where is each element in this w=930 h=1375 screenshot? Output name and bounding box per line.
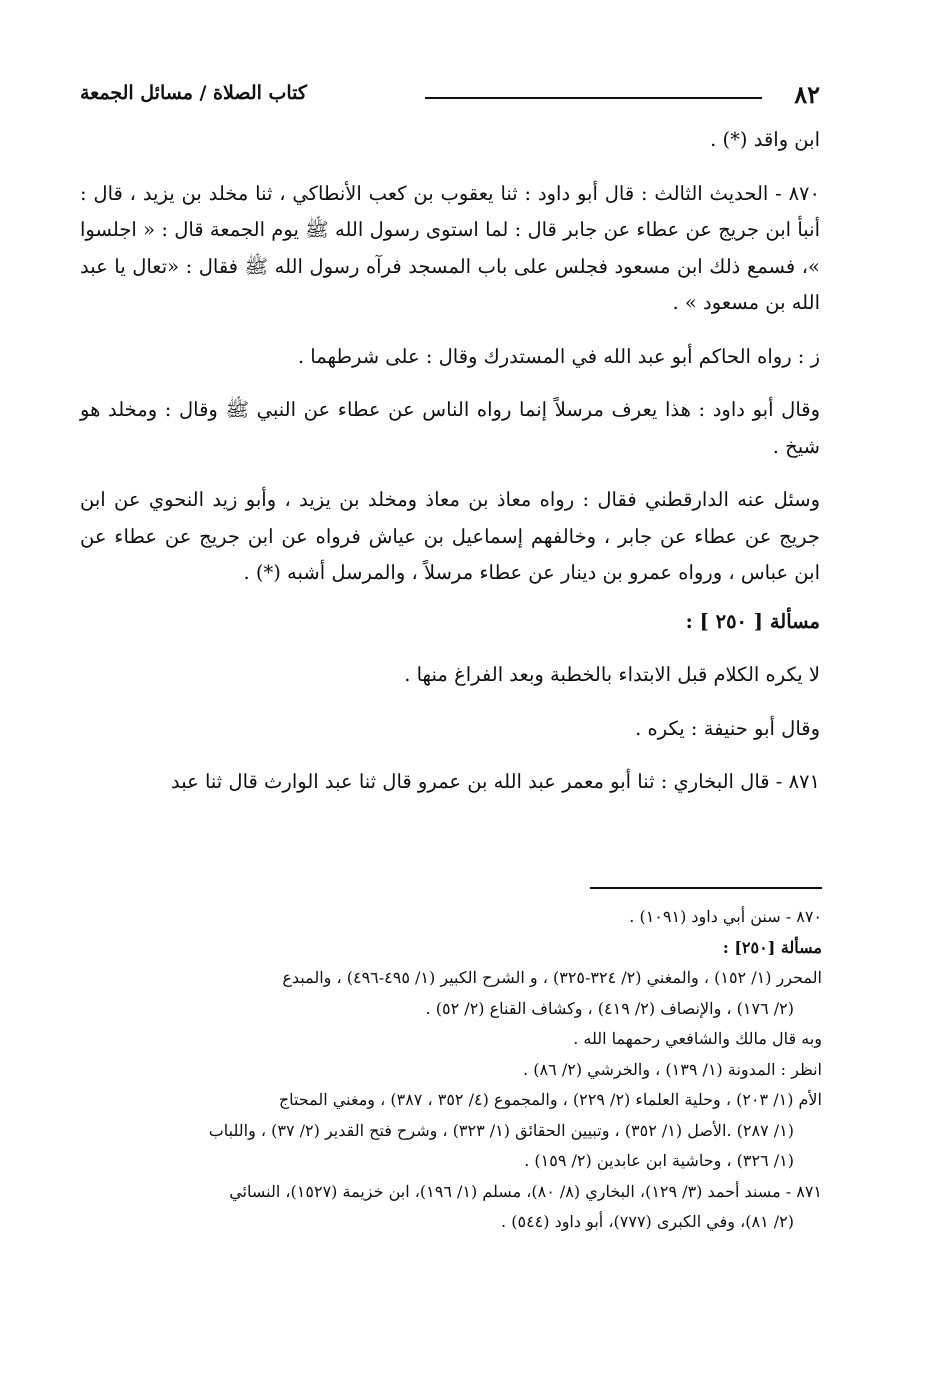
footnote-line: (١/ ٣٢٦) ، وحاشية ابن عابدين (٢/ ١٥٩) . — [524, 1151, 794, 1170]
main-text — [80, 122, 820, 801]
footnote-line: (٢/ ١٧٦) ، والإنصاف (٢/ ٤١٩) ، وكشاف القناع (٢/ ٥٢) . — [425, 998, 794, 1018]
footnote-line: (١/ ٢٨٧) .الأصل (١/ ٣٥٢) ، وتبيين الحقائق (١/ ٣٢٣) ، وشرح فتح القدير (٢/ ٣٧) ، واللباب — [208, 1120, 794, 1140]
paragraph-continuation: ابن واقد (*) . — [710, 128, 820, 151]
footnote-line: انظر : المدونة (١/ ١٣٩) ، والخرشي (٢/ ٨٦) . — [523, 1059, 822, 1079]
note-hakim: ز : رواه الحاكم أبو عبد الله في المستدرك وقال : على شرطهما . — [297, 344, 820, 368]
footnote-line: وبه قال مالك والشافعي رحمهما الله . — [573, 1029, 822, 1048]
page-header — [80, 80, 820, 120]
footnote-line: المحرر (١/ ١٥٢) ، والمغني (٢/ ٣٢٤-٣٢٥) ، و الشرح الكبير (١/ ٤٩٥-٤٩٦) ، والمبدع — [282, 968, 822, 987]
footnote-line: الأم (١/ ٢٠٣) ، وحلية العلماء (٢/ ٢٢٩) ، والمجموع (٤/ ٣٥٢ ، ٣٨٧) ، ومغني المحتاج — [278, 1090, 822, 1109]
footnotes — [80, 902, 822, 1238]
note-daraqutni: وسئل عنه الدارقطني فقال : رواه معاذ بن معاذ ومخلد بن يزيد ، وأبو زيد النحوي عن ابن جريج عن عطاء عن جابر ، وخالفهم إسماعيل بن عياش فرواه عن ابن جريج عن عطاء عن ابن عباس ، ورواه عمرو بن دينار عن عطاء مرسلاً ، والمرسل أشبه (*) . — [80, 488, 820, 584]
hadith-870: ٨٧٠ - الحديث الثالث : قال أبو داود : ثنا يعقوب بن كعب الأنطاكي ، ثنا مخلد بن يزيد ، قال : أنبأ ابن جريج عن عطاء عن جابر قال : لما استوى رسول الله ﷺ يوم الجمعة قال : « اجلسوا »، فسمع ذلك ابن مسعود فجلس على باب المسجد فرآه رسول الله ﷺ فقال : «تعال يا عبد الله بن مسعود » . — [80, 181, 820, 314]
masala-statement: لا يكره الكلام قبل الابتداء بالخطبة وبعد الفراغ منها . — [404, 663, 820, 686]
footnote-heading: مسألة [٢٥٠] : — [722, 937, 822, 957]
page-number: ٨٢ — [794, 80, 820, 109]
footnote-line: ٨٧٠ - سنن أبي داود (١٠٩١) . — [629, 907, 822, 926]
hadith-871: ٨٧١ - قال البخاري : ثنا أبو معمر عبد الله بن عمرو قال ثنا عبد الوارث قال ثنا عبد — [171, 770, 820, 793]
footnote-rule — [590, 887, 822, 889]
note-abu-dawud: وقال أبو داود : هذا يعرف مرسلاً إنما رواه الناس عن عطاء عن النبي ﷺ وقال : ومخلد هو شيخ . — [80, 398, 820, 458]
masala-heading: مسألة [ ٢٥٠ ] : — [685, 609, 820, 633]
running-title: كتاب الصلاة / مسائل الجمعة — [80, 82, 307, 104]
footnote-line: ٨٧١ - مسند أحمد (٣/ ١٢٩)، البخاري (٨/ ٨٠)، مسلم (١/ ١٩٦)، ابن خزيمة (١٥٢٧)، النسائي — [229, 1181, 822, 1201]
footnote-line: (٢/ ٨١)، وفي الكبرى (٧٧٧)، أبو داود (٥٤٤) . — [501, 1212, 794, 1231]
header-rule — [425, 97, 762, 99]
abu-hanifa-opinion: وقال أبو حنيفة : يكره . — [635, 716, 820, 740]
